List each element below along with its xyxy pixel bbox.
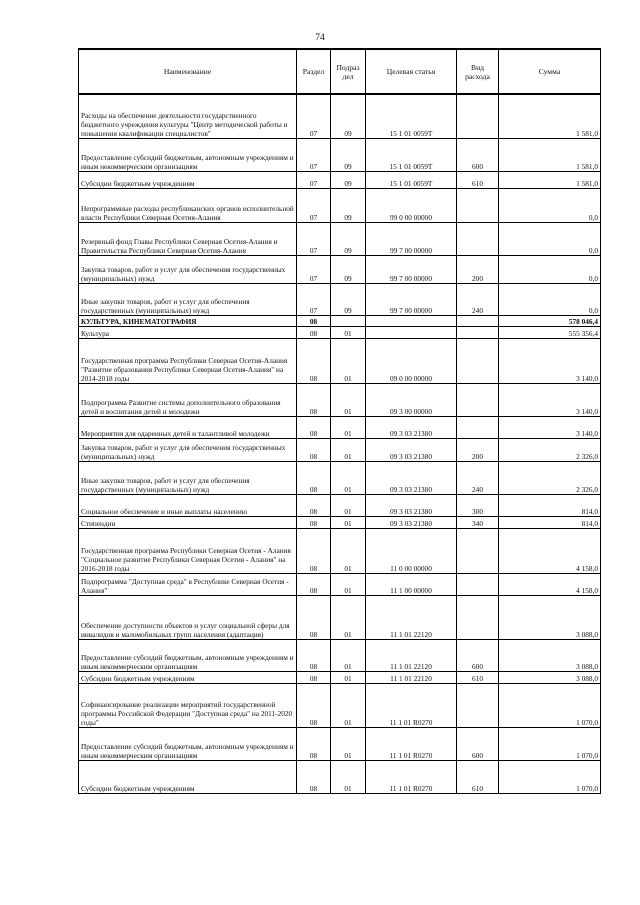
- row-target: 11 1 01 22120: [366, 595, 457, 639]
- row-expense-type: [457, 595, 499, 639]
- row-name: Субсидии бюджетным учреждениям: [79, 171, 297, 188]
- row-subsection: 01: [331, 760, 366, 793]
- row-expense-type: 240: [457, 283, 499, 315]
- row-section: 08: [297, 461, 331, 494]
- row-target: 09 3 03 21380: [366, 461, 457, 494]
- row-expense-type: [457, 326, 499, 338]
- row-subsection: 01: [331, 595, 366, 639]
- row-target: 09 3 03 21380: [366, 416, 457, 438]
- row-amount: 4 158,0: [499, 573, 601, 595]
- row-expense-type: [457, 683, 499, 727]
- row-subsection: 01: [331, 383, 366, 416]
- row-name: Стипендии: [79, 516, 297, 528]
- header-expense-type: Вид расхода: [457, 49, 499, 94]
- row-target: 11 1 01 22120: [366, 639, 457, 671]
- row-subsection: 09: [331, 255, 366, 283]
- row-section: 08: [297, 639, 331, 671]
- row-amount: 3 088,0: [499, 639, 601, 671]
- row-amount: 0,0: [499, 188, 601, 222]
- row-subsection: 01: [331, 416, 366, 438]
- row-name: Резервный фонд Главы Республики Северная Осетия-Алания и Правительства Республики Северная Осетия-Алания: [79, 222, 297, 255]
- row-subsection: 01: [331, 639, 366, 671]
- row-expense-type: [457, 188, 499, 222]
- row-amount: 555 356,4: [499, 326, 601, 338]
- table-row: [79, 416, 601, 438]
- row-name: Государственная программа Республики Северная Осетия-Алания "Развитие образования Республики Северная Осетия-Алания" на 2014-2018 годы: [79, 338, 297, 383]
- row-name: Субсидии бюджетным учреждениям: [79, 671, 297, 683]
- row-target: 11 1 01 22120: [366, 671, 457, 683]
- row-section: 08: [297, 438, 331, 461]
- row-section: 08: [297, 416, 331, 438]
- row-expense-type: 240: [457, 461, 499, 494]
- table-row: [79, 595, 601, 639]
- row-amount: 1 070,0: [499, 727, 601, 760]
- row-name: Обеспечение доступности объектов и услуг социальной сферы для инвалидов и маломобильных групп населения (адаптация): [79, 595, 297, 639]
- row-section: 08: [297, 528, 331, 573]
- row-amount: 1 070,0: [499, 683, 601, 727]
- row-target: 99 0 00 00000: [366, 188, 457, 222]
- table-row: [79, 222, 601, 255]
- row-target: 09 3 00 00000: [366, 383, 457, 416]
- row-section: 08: [297, 315, 331, 326]
- page-number: 74: [315, 33, 325, 43]
- table-row: [79, 727, 601, 760]
- budget-table: [78, 48, 601, 794]
- row-subsection: 09: [331, 188, 366, 222]
- row-name: Государственная программа Республики Северная Осетия - Алания "Социальное развитие Республики Северная Осетия - Алания" на 2016-2018 годы: [79, 528, 297, 573]
- table-row: [79, 760, 601, 793]
- row-subsection: 01: [331, 438, 366, 461]
- row-name: Софинансирование реализации мероприятий государственной программы Российской Федерации "Доступная среда" на 2011-2020 годы": [79, 683, 297, 727]
- row-subsection: 09: [331, 171, 366, 188]
- table-row: [79, 573, 601, 595]
- table-row: [79, 516, 601, 528]
- table-row: [79, 683, 601, 727]
- table-row: [79, 315, 601, 326]
- header-subsection: Подраз дел: [331, 49, 366, 94]
- row-target: 99 7 00 00000: [366, 222, 457, 255]
- row-amount: 2 326,0: [499, 461, 601, 494]
- row-expense-type: 610: [457, 760, 499, 793]
- row-amount: 4 158,0: [499, 528, 601, 573]
- row-subsection: 01: [331, 683, 366, 727]
- row-subsection: 01: [331, 727, 366, 760]
- table-row: [79, 188, 601, 222]
- table-row: [79, 94, 601, 138]
- row-target: 11 1 01 R0270: [366, 683, 457, 727]
- row-amount: 814,0: [499, 494, 601, 516]
- row-section: 07: [297, 188, 331, 222]
- row-target: 09 0 00 00000: [366, 338, 457, 383]
- row-expense-type: 600: [457, 138, 499, 171]
- row-name: Подпрограмма "Доступная среда" в Республике Северная Осетия - Алания": [79, 573, 297, 595]
- row-name: Подпрограмма Развитие системы дополнительного образования детей и воспитания детей и молодежи: [79, 383, 297, 416]
- row-target: 09 3 03 21380: [366, 438, 457, 461]
- row-section: 08: [297, 326, 331, 338]
- row-section: 07: [297, 283, 331, 315]
- row-subsection: 09: [331, 283, 366, 315]
- header-amount: Сумма: [499, 49, 601, 94]
- row-subsection: 01: [331, 573, 366, 595]
- row-name: Иные закупки товаров, работ и услуг для обеспечения государственных (муниципальных) нужд: [79, 461, 297, 494]
- row-target: 09 3 03 21380: [366, 516, 457, 528]
- row-section: 08: [297, 727, 331, 760]
- row-section: 08: [297, 595, 331, 639]
- row-amount: 2 326,0: [499, 438, 601, 461]
- row-section: 07: [297, 222, 331, 255]
- row-section: 08: [297, 494, 331, 516]
- row-expense-type: 610: [457, 671, 499, 683]
- row-subsection: 01: [331, 528, 366, 573]
- row-expense-type: [457, 338, 499, 383]
- row-expense-type: 200: [457, 438, 499, 461]
- row-amount: 3 140,0: [499, 416, 601, 438]
- row-expense-type: 340: [457, 516, 499, 528]
- table-row: [79, 494, 601, 516]
- row-amount: 1 581,0: [499, 171, 601, 188]
- row-amount: 1 581,0: [499, 94, 601, 138]
- row-subsection: 01: [331, 671, 366, 683]
- row-target: 15 1 01 0059Т: [366, 138, 457, 171]
- row-subsection: 09: [331, 222, 366, 255]
- row-expense-type: 300: [457, 494, 499, 516]
- row-expense-type: [457, 416, 499, 438]
- row-name: Иные закупки товаров, работ и услуг для обеспечения государственных (муниципальных) нужд: [79, 283, 297, 315]
- row-subsection: 01: [331, 516, 366, 528]
- row-target: 09 3 03 21380: [366, 494, 457, 516]
- row-subsection: 09: [331, 94, 366, 138]
- row-expense-type: [457, 94, 499, 138]
- row-section: 08: [297, 573, 331, 595]
- table-row: [79, 138, 601, 171]
- row-section: 08: [297, 683, 331, 727]
- table-row: [79, 671, 601, 683]
- header-name: Наименование: [79, 49, 297, 94]
- row-target: 11 0 00 00000: [366, 528, 457, 573]
- row-name: КУЛЬТУРА, КИНЕМАТОГРАФИЯ: [79, 315, 297, 326]
- row-section: 08: [297, 516, 331, 528]
- table-row: [79, 283, 601, 315]
- row-name: Предоставление субсидий бюджетным, автономным учреждениям и иным некоммерческим организациям: [79, 639, 297, 671]
- row-name: Субсидии бюджетным учреждениям: [79, 760, 297, 793]
- row-expense-type: 600: [457, 727, 499, 760]
- row-target: 11 1 01 R0270: [366, 760, 457, 793]
- row-expense-type: 610: [457, 171, 499, 188]
- table-row: [79, 438, 601, 461]
- row-expense-type: [457, 222, 499, 255]
- row-amount: 0,0: [499, 283, 601, 315]
- row-amount: 814,0: [499, 516, 601, 528]
- table-row: [79, 326, 601, 338]
- row-expense-type: 200: [457, 255, 499, 283]
- table-row: [79, 639, 601, 671]
- row-section: 08: [297, 383, 331, 416]
- row-name: Предоставление субсидий бюджетным, автономным учреждениям и иным некоммерческим организациям: [79, 138, 297, 171]
- row-amount: 1 581,0: [499, 138, 601, 171]
- row-subsection: [331, 315, 366, 326]
- row-target: 15 1 01 0059Т: [366, 94, 457, 138]
- row-name: Расходы на обеспечение деятельности государственного бюджетного учреждения культуры "Центр методической работы и повышения квалификации специалистов": [79, 94, 297, 138]
- row-amount: 0,0: [499, 222, 601, 255]
- row-subsection: 01: [331, 326, 366, 338]
- row-section: 08: [297, 760, 331, 793]
- row-target: [366, 315, 457, 326]
- row-name: Закупка товаров, работ и услуг для обеспечения государственных (муниципальных) нужд: [79, 438, 297, 461]
- table-row: [79, 338, 601, 383]
- row-section: 07: [297, 94, 331, 138]
- row-amount: 1 070,0: [499, 760, 601, 793]
- header-target: Целевая статья: [366, 49, 457, 94]
- table-row: [79, 255, 601, 283]
- row-section: 07: [297, 138, 331, 171]
- row-amount: 0,0: [499, 255, 601, 283]
- row-name: Закупка товаров, работ и услуг для обеспечения государственных (муниципальных) нужд: [79, 255, 297, 283]
- row-expense-type: [457, 315, 499, 326]
- row-amount: 578 046,4: [499, 315, 601, 326]
- row-subsection: 01: [331, 461, 366, 494]
- table-row: [79, 461, 601, 494]
- row-subsection: 09: [331, 138, 366, 171]
- row-section: 07: [297, 171, 331, 188]
- row-expense-type: [457, 573, 499, 595]
- row-target: 11 1 00 00000: [366, 573, 457, 595]
- header-section: Раздел: [297, 49, 331, 94]
- row-name: Предоставление субсидий бюджетным, автономным учреждениям и иным некоммерческим организациям: [79, 727, 297, 760]
- row-amount: 3 088,0: [499, 595, 601, 639]
- row-target: 99 7 00 00000: [366, 255, 457, 283]
- row-section: 07: [297, 255, 331, 283]
- row-amount: 3 140,0: [499, 338, 601, 383]
- row-name: Непрограммные расходы республиканских органов исполнительной власти Республики Северная Осетия-Алания: [79, 188, 297, 222]
- row-subsection: 01: [331, 494, 366, 516]
- row-target: [366, 326, 457, 338]
- row-amount: 3 140,0: [499, 383, 601, 416]
- row-subsection: 01: [331, 338, 366, 383]
- row-section: 08: [297, 671, 331, 683]
- row-target: 11 1 01 R0270: [366, 727, 457, 760]
- row-expense-type: [457, 383, 499, 416]
- table-row: [79, 528, 601, 573]
- table-row: [79, 383, 601, 416]
- row-name: Мероприятия для одаренных детей и талантливой молодежи: [79, 416, 297, 438]
- table-row: [79, 171, 601, 188]
- row-expense-type: [457, 528, 499, 573]
- row-name: Культура: [79, 326, 297, 338]
- row-section: 08: [297, 338, 331, 383]
- row-target: 15 1 01 0059Т: [366, 171, 457, 188]
- table-header-row: [79, 49, 601, 94]
- row-target: 99 7 00 00000: [366, 283, 457, 315]
- row-name: Социальное обеспечение и иные выплаты населению: [79, 494, 297, 516]
- row-expense-type: 600: [457, 639, 499, 671]
- row-amount: 3 088,0: [499, 671, 601, 683]
